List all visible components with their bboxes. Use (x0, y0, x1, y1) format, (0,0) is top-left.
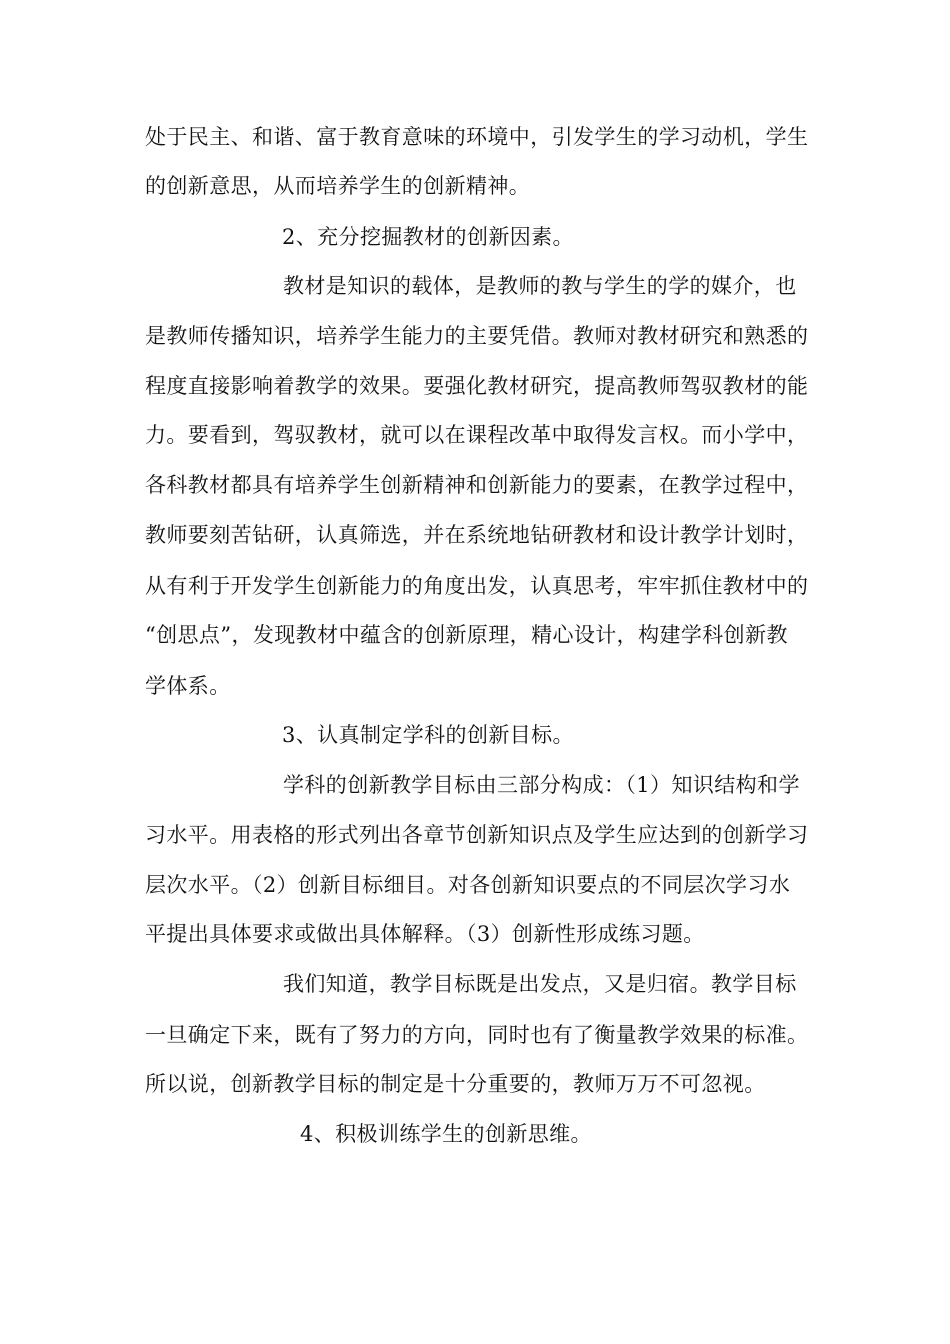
paragraph-line: 习水平。用表格的形式列出各章节创新知识点及学生应达到的创新学习 (145, 823, 809, 847)
paragraph-line: 层次水平。（2）创新目标细目。对各创新知识要点的不同层次学习水 (145, 873, 791, 897)
paragraph-line: 的创新意思，从而培养学生的创新精神。 (145, 174, 531, 198)
paragraph-line: 所以说，创新教学目标的制定是十分重要的，教师万万不可忽视。 (145, 1072, 766, 1096)
section-heading: 2、充分挖掘教材的创新因素。 (282, 225, 574, 249)
paragraph-line: 处于民主、和谐、富于教育意味的环境中，引发学生的学习动机，学生 (145, 125, 809, 149)
paragraph-line: 教材是知识的载体，是教师的教与学生的学的媒介，也 (283, 274, 797, 298)
paragraph-line: 力。要看到，驾驭教材，就可以在课程改革中取得发言权。而小学中， (145, 423, 809, 447)
paragraph-line: 程度直接影响着教学的效果。要强化教材研究，提高教师驾驭教材的能 (145, 374, 809, 398)
paragraph-line: 是教师传播知识，培养学生能力的主要凭借。教师对教材研究和熟悉的 (145, 324, 809, 348)
paragraph-line: 平提出具体要求或做出具体解释。（3）创新性形成练习题。 (145, 922, 705, 946)
section-heading: 4、积极训练学生的创新思维。 (300, 1122, 592, 1146)
paragraph-line: 学科的创新教学目标由三部分构成：（1）知识结构和学 (283, 773, 800, 797)
paragraph-line: 学体系。 (145, 674, 231, 698)
paragraph-line: “创思点”，发现教材中蕴含的创新原理，精心设计，构建学科创新教 (145, 623, 788, 647)
paragraph-line: 教师要刻苦钻研，认真筛选，并在系统地钻研教材和设计教学计划时， (145, 523, 809, 547)
paragraph-line: 我们知道，教学目标既是出发点，又是归宿。教学目标 (283, 972, 797, 996)
paragraph-line: 从有利于开发学生创新能力的角度出发，认真思考，牢牢抓住教材中的 (145, 574, 809, 598)
paragraph-line: 各科教材都具有培养学生创新精神和创新能力的要素，在教学过程中， (145, 473, 809, 497)
paragraph-line: 一旦确定下来，既有了努力的方向，同时也有了衡量教学效果的标准。 (145, 1023, 809, 1047)
section-heading: 3、认真制定学科的创新目标。 (282, 723, 574, 747)
